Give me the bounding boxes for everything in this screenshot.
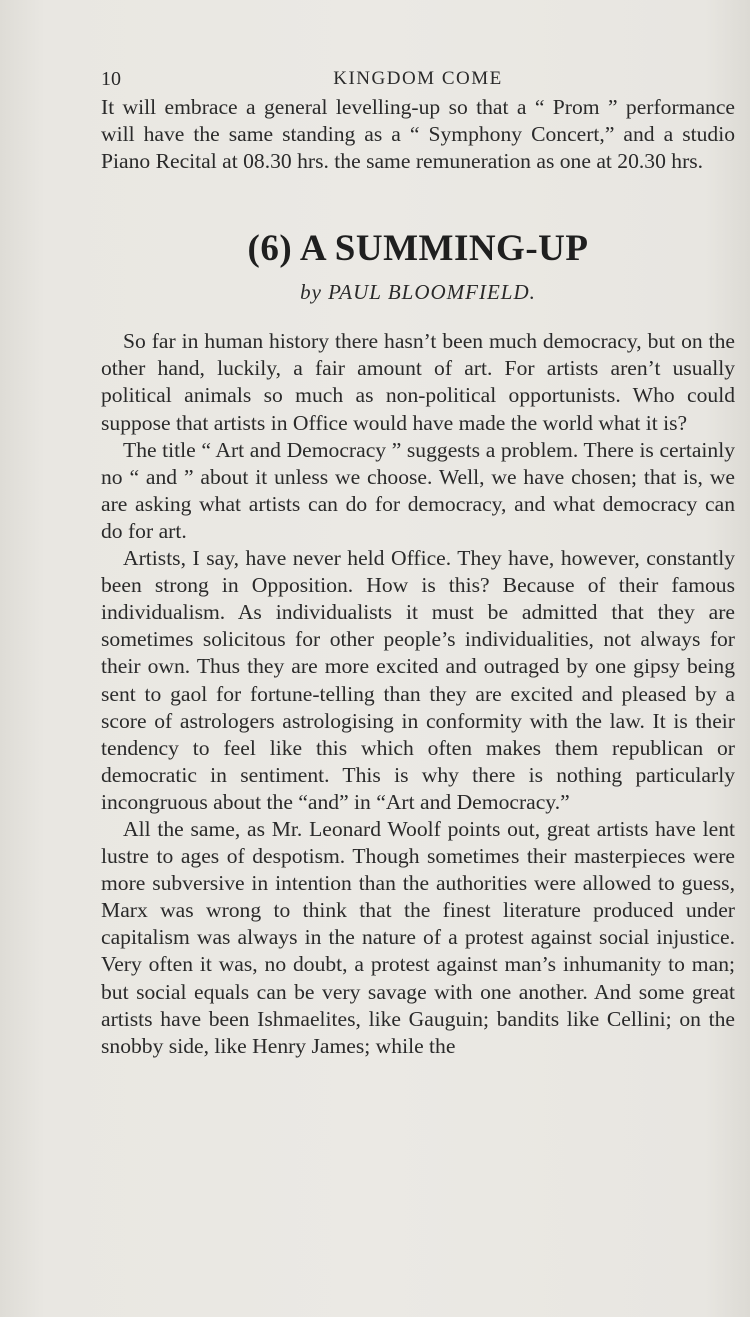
page-header (101, 64, 735, 94)
body-paragraph-2: The title “ Art and Democracy ” suggests a problem. There is certainly no “ and ” about it unless we choose. Well, we have chosen; that is, we are asking what artists can do for democracy, and what democracy can do for art. (101, 437, 735, 543)
section-title: (6) A SUMMING-UP (247, 228, 589, 270)
page-number: 10 (101, 68, 121, 90)
body-paragraph-4: All the same, as Mr. Leonard Woolf points out, great artists have lent lustre to ages of despotism. Though sometimes their masterpieces were more subversive in intention than the authorities were allowed to guess, Marx was wrong to think that the finest literature produced under capitalism was always in the nature of a protest against social injustice. Very often it was, no doubt, a protest against man’s inhumanity to man; but social equals can be very savage with one another. And some great artists have been Ishmaelites, like Gauguin; bandits like Cellini; on the snobby side, like Henry James; while the (101, 816, 735, 1058)
body-paragraph-1: So far in human history there hasn’t been much democracy, but on the other hand, luckily, a fair amount of art. For artists aren’t usually political animals so much as non-political opportunists. Who could suppose that artists in Office would have made the world what it is? (101, 329, 735, 435)
continuation-paragraph: It will embrace a general levelling-up so that a “ Prom ” performance will have the same standing as a “ Symphony Concert,” and a studio Piano Recital at 08.30 hrs. the same remuneration as one at 20.30 hrs. (101, 95, 735, 174)
running-head: KINGDOM COME (333, 68, 503, 89)
section-byline: by PAUL BLOOMFIELD. (300, 280, 536, 305)
page-content (101, 64, 735, 1060)
body-paragraph-3: Artists, I say, have never held Office. They have, however, constantly been strong in Opposition. How is this? Because of their famous individualism. As individualists it must be admitted that they are sometimes solicitous for other people’s individualities, not always for their own. Thus they are more excited and outraged by one gipsy being sent to gaol for fortune-telling than they are excited and pleased by a score of astrologers astrologising in conformity with the law. It is their tendency to feel like this which often makes them republican or democratic in sentiment. This is why there is nothing particularly incongruous about the “and” in “Art and Democracy.” (101, 546, 735, 814)
